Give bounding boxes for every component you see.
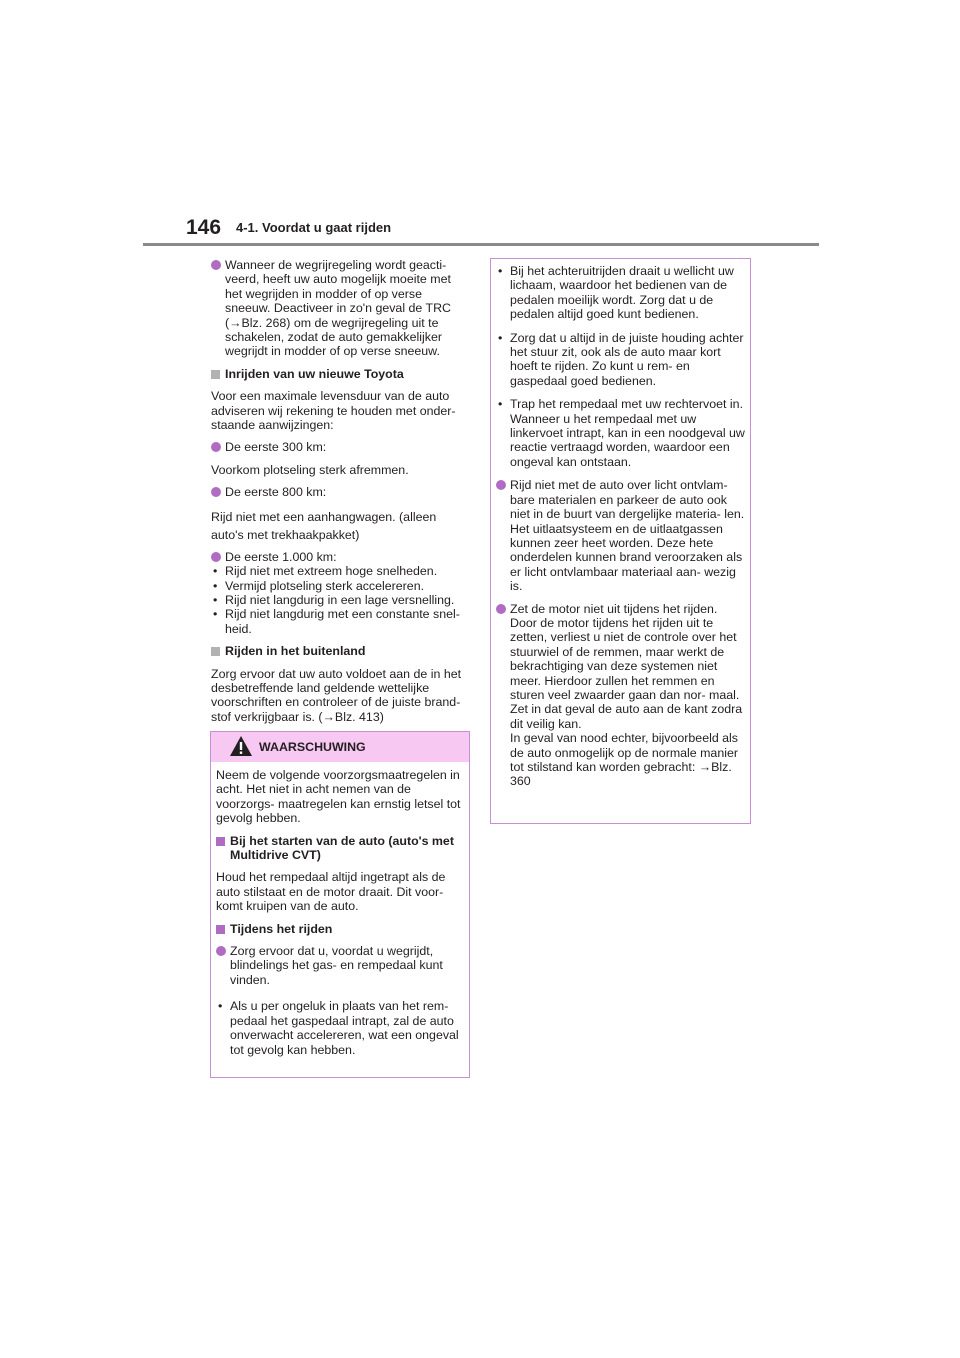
text: Als u per ongeluk in plaats van het rem- pedaal het gaspedaal intrapt, zal de auto onverwacht accelereren, wat een ongeval tot gevolg kan hebben.: [230, 999, 459, 1057]
page-number: 146: [186, 216, 222, 239]
text: Trap het rempedaal met uw rechtervoet in. Wanneer u het rempedaal met uw linkervoet intrapt, kan in een noodgeval uw reactie vertraagd worden, waardoor een ongeval kan ontstaan.: [510, 397, 745, 469]
heading: [211, 644, 469, 658]
left-column: [211, 258, 469, 732]
text: De eerste 1.000 km:: [225, 549, 337, 564]
bullet-dot-icon: [211, 442, 221, 452]
list-item: [216, 944, 464, 987]
bullet-dot-icon: [211, 260, 221, 270]
heading-text: Inrijden van uw nieuwe Toyota: [225, 366, 404, 381]
sub-item: • Als u per ongeluk in plaats van het rem- pedaal het gaspedaal intrapt, zal de auto onverwacht accelereren, wat een ongeval tot gevolg kan hebben.: [218, 999, 459, 1057]
header-rule: [143, 243, 819, 246]
warning-title: WAARSCHUWING: [259, 740, 366, 754]
paragraph: Voorkom plotseling sterk afremmen.: [211, 462, 409, 477]
heading: [216, 922, 464, 936]
text: Zorg dat u altijd in de juiste houding achter het stuur zit, ook als de auto maar kort hoeft te rijden. Zo kunt u rem- en gaspedaal goed bedienen.: [510, 330, 744, 388]
list-item: [211, 485, 469, 499]
text: Rijd niet met de auto over licht ontvlam- bare materialen en parkeer de auto ook niet in de buurt van dergelijke materia- len.: [510, 478, 745, 522]
paragraph: Neem de volgende voorzorgsmaatregelen in acht. Het niet in acht nemen van de voorzorgs- maatregelen kan ernstig letsel tot gevolg hebben.: [216, 768, 461, 826]
paragraph: Houd het rempedaal altijd ingetrapt als de auto stilstaat en de motor draait. Dit voor- komt kruipen van de auto.: [216, 870, 446, 914]
heading: [211, 367, 469, 381]
sub-item: • Rijd niet langdurig in een lage versnelling.: [211, 593, 469, 607]
warning-continuation-box: [490, 258, 751, 824]
text: In geval van nood echter, bijvoorbeeld als de auto onmogelijk op de normale manier tot stilstand kan worden gebracht: →Blz. 360: [510, 731, 739, 789]
square-bullet-icon: [216, 837, 225, 846]
bullet-dot-icon: [496, 480, 506, 490]
text: De eerste 300 km:: [225, 440, 327, 455]
sub-item: • Rijd niet langdurig met een constante snel- heid.: [211, 607, 469, 636]
list-item: [496, 478, 745, 593]
text: Zorg ervoor dat u, voordat u wegrijdt, blindelings het gas- en rempedaal kunt vinden.: [230, 944, 443, 987]
heading-text: Rijden in het buitenland: [225, 644, 366, 659]
heading-text: Tijdens het rijden: [230, 921, 333, 936]
list-item: [211, 550, 469, 636]
section-title: 4-1. Voordat u gaat rijden: [236, 220, 392, 235]
square-bullet-icon: [211, 647, 220, 656]
sub-item: • Rijd niet met extreem hoge snelheden.: [211, 564, 469, 578]
text: auto's met trekhaakpakket): [211, 527, 360, 542]
bullet-dot-icon: [216, 946, 226, 956]
paragraph: Zorg ervoor dat uw auto voldoet aan de in het desbetreffende land geldende wettelijke voorschriften en controleer of de juiste brand- stof verkrijgbaar is. (→Blz. 413): [211, 666, 462, 724]
warning-icon: [229, 735, 253, 757]
square-bullet-icon: [211, 370, 220, 379]
bullet-dot-icon: [211, 552, 221, 562]
warning-body: [491, 259, 750, 789]
page-header: [186, 214, 826, 254]
sub-item: • Vermijd plotseling sterk accelereren.: [211, 579, 469, 593]
list-item: [496, 602, 745, 789]
text: De eerste 800 km:: [225, 485, 327, 500]
text: Bij het achteruitrijden draait u wellicht uw lichaam, waardoor het bedienen van de pedalen moeilijk wordt. Zorg dat u de pedalen altijd goed kunt bedienen.: [510, 264, 734, 322]
list-item: [211, 440, 469, 454]
paragraph: Voor een maximale levensduur van de auto adviseren wij rekening te houden met onder- staande aanwijzingen:: [211, 389, 456, 433]
bullet-dot-icon: [496, 604, 506, 614]
square-bullet-icon: [216, 925, 225, 934]
bullet-dot-icon: [211, 487, 221, 497]
warning-box: [210, 731, 470, 1078]
heading-text: Bij het starten van de auto (auto's met Multidrive CVT): [230, 833, 454, 863]
list-item: [211, 258, 469, 359]
warning-header: [211, 732, 469, 762]
heading: [216, 834, 464, 863]
sub-item: • Bij het achteruitrijden draait u wellicht uw lichaam, waardoor het bedienen van de pedalen moeilijk wordt. Zorg dat u de pedalen altijd goed kunt bedienen.: [498, 264, 734, 322]
sub-item: • Zorg dat u altijd in de juiste houding achter het stuur zit, ook als de auto maar kort hoeft te rijden. Zo kunt u rem- en gaspedaal goed bedienen.: [498, 330, 744, 388]
warning-body: [211, 762, 469, 1057]
sub-item: • Trap het rempedaal met uw rechtervoet in. Wanneer u het rempedaal met uw linkervoet intrapt, kan in een noodgeval uw reactie vertraagd worden, waardoor een ongeval kan ontstaan.: [498, 397, 745, 469]
text: Rijd niet met een aanhangwagen. (alleen: [211, 509, 437, 524]
text: Zet de motor niet uit tijdens het rijden. Door de motor tijdens het rijden uit te zetten, verliest u niet de controle over het stuurwiel of de remmen, maar werkt de bekrachtiging van deze systemen niet meer. Hierdoor zullen het remmen en sturen veel zwaarder gaan dan nor- maal. Zet in dat geval de auto aan de kant zodra dit veilig kan.: [510, 601, 743, 731]
text: Het uitlaatsysteem en de uitlaatgassen kunnen zeer heet worden. Deze hete onderdelen kunnen brand veroorzaken als er licht ontvlambaar materiaal aan- wezig is.: [510, 521, 743, 594]
text: Wanneer de wegrijregeling wordt geacti- veerd, heeft uw auto mogelijk moeite met het wegrijden in modder of op verse sneeuw. Deactiveer in zo'n geval de TRC (→Blz. 268) om de wegrijregeling uit te schakelen, zodat de auto gemakkelijker wegrijdt in modder of op verse sneeuw.: [225, 258, 451, 359]
paragraph: [211, 508, 469, 544]
